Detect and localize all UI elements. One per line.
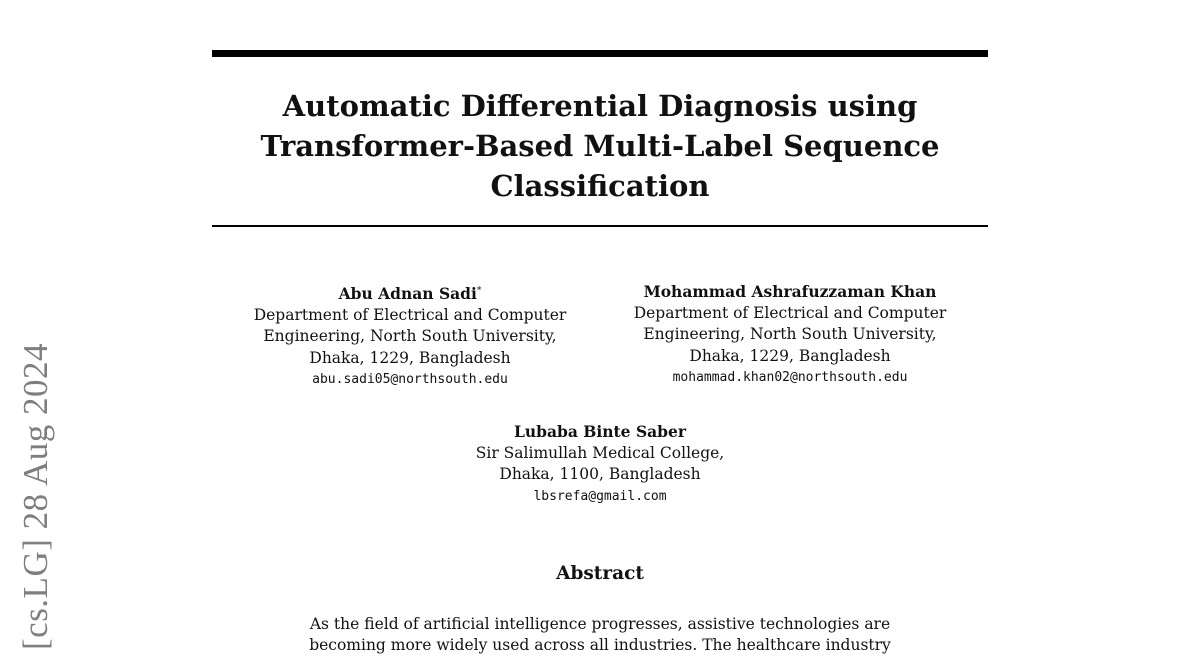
title-line-3: Classification	[490, 169, 710, 203]
abstract-line: becoming more widely used across all industries. The healthcare industry	[309, 636, 891, 654]
author-email: mohammad.khan02@northsouth.edu	[672, 370, 908, 385]
abstract-line: As the field of artificial intelligence progresses, assistive technologies are	[309, 615, 891, 633]
footnote-mark: *	[476, 286, 482, 296]
author-affiliation: Engineering, North South University,	[263, 327, 557, 345]
author-affiliation: Dhaka, 1229, Bangladesh	[689, 346, 891, 365]
abstract-heading: Abstract	[556, 563, 644, 584]
title-line-1: Automatic Differential Diagnosis using	[282, 89, 918, 123]
author-email: lbsrefa@gmail.com	[533, 488, 667, 504]
author-affiliation: Department of Electrical and Computer	[253, 305, 567, 324]
author-name: Lubaba Binte Saber	[513, 422, 687, 441]
abstract-body	[270, 614, 930, 656]
title-bottom-rule	[212, 225, 988, 227]
author-block-saber	[420, 421, 780, 507]
title-top-rule	[212, 50, 988, 57]
author-affiliation: Department of Electrical and Computer	[633, 303, 947, 322]
arxiv-side-stamp: [cs.LG] 28 Aug 2024	[16, 343, 55, 650]
author-affiliation: Engineering, North South University,	[643, 325, 937, 343]
title-line-2: Transformer-Based Multi-Label Sequence	[260, 129, 940, 163]
author-affiliation: Dhaka, 1229, Bangladesh	[309, 348, 511, 367]
author-block-sadi	[230, 281, 590, 391]
author-block-khan	[610, 281, 970, 389]
author-email: abu.sadi05@northsouth.edu	[312, 372, 508, 387]
paper-title	[212, 86, 988, 206]
author-name: Mohammad Ashrafuzzaman Khan	[643, 282, 937, 301]
author-name: Abu Adnan Sadi*	[338, 284, 482, 303]
author-affiliation: Sir Salimullah Medical College,	[475, 443, 725, 462]
author-affiliation: Dhaka, 1100, Bangladesh	[499, 465, 701, 483]
